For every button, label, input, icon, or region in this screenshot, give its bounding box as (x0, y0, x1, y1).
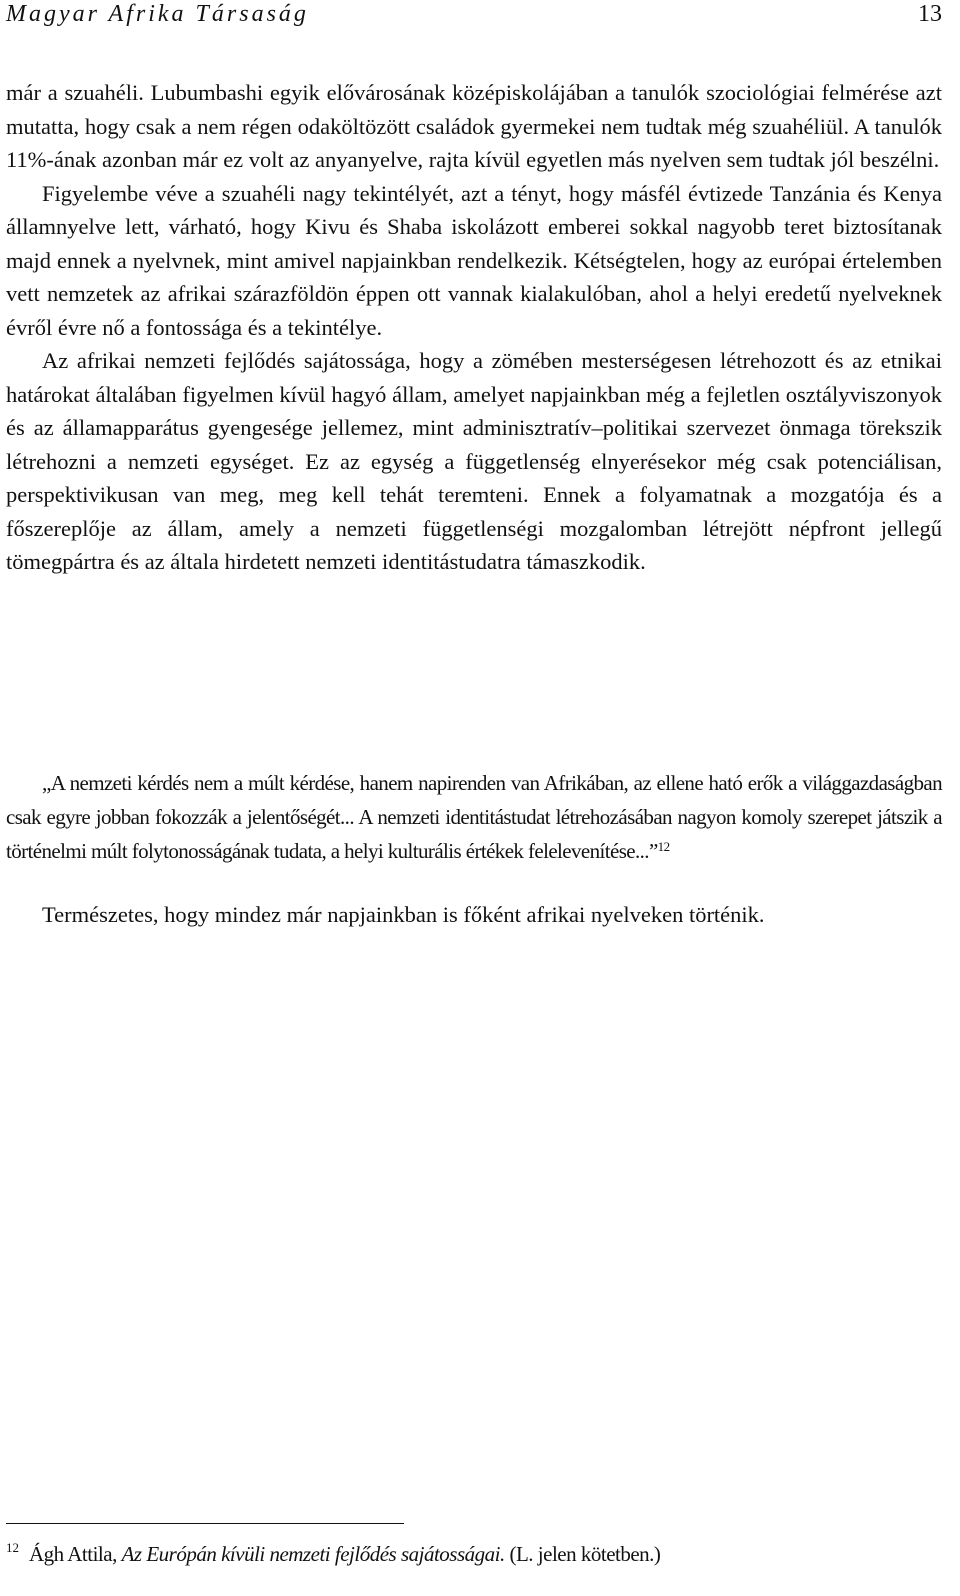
header-title: Magyar Afrika Társaság (6, 1, 309, 27)
footnote-reference[interactable]: 12 (657, 839, 670, 854)
page-number: 13 (918, 1, 942, 27)
quote-text: „A nemzeti kérdés nem a múlt kérdése, hanem napirenden van Afrikában, az ellene ható erők a világgazdaságban csak egyre jobban fokozzák a jelentőségét... A nemzeti identitástudat létrehozásában nagyon komoly szerepet játszik a történelmi múlt folytonosságának tudata, a helyi kulturális értékek felelevenítése...” (6, 771, 942, 863)
quote-paragraph (6, 766, 942, 868)
body-text (6, 76, 942, 579)
block-quote (6, 766, 942, 868)
footnote (6, 1534, 942, 1574)
footnote-title: Az Európán kívüli nemzeti fejlődés sajátosságai. (121, 1542, 505, 1566)
paragraph-2: Figyelembe véve a szuahéli nagy tekintélyét, azt a tényt, hogy másfél évtizede Tanzánia és Kenya államnyelve lett, várható, hogy Kivu és Shaba iskolázott emberei sokkal nagyobb teret biztosítanak majd ennek a nyelvnek, mint amivel napjainkban rendelkezik. Kétségtelen, hogy az európai értelemben vett nemzetek az afrikai szárazföldön éppen ott vannak kialakulóban, ahol a helyi eredetű nyelveknek évről évre nő a fontossága és a tekintélye. (6, 180, 942, 340)
document-page (6, 0, 942, 1596)
running-header (6, 0, 942, 30)
paragraph-3: Az afrikai nemzeti fejlődés sajátossága, hogy a zömében mesterségesen létrehozott és az etnikai határokat általában figyelmen kívül hagyó állam, amelyet napjainkban még a fejletlen osztályviszonyok és az államapparátus gyengesége jellemez, mint adminisztratív–politikai szervezet önmaga törekszik létrehozni a nemzeti egységet. Ez az egység a függetlenség elnyerésekor még csak potenciálisan, perspektivikusan van meg, meg kell tehát teremteni. Ennek a folyamatnak a mozgatója és a főszereplője az állam, amely a nemzeti függetlenségi mozgalomban létrejött népfront jellegű tömegpártra és az általa hirdetett nemzeti identitástudatra támaszkodik. (6, 348, 942, 574)
closing-text: Természetes, hogy mindez már napjainkban is főként afrikai nyelveken történik. (42, 902, 765, 927)
paragraph-1: már a szuahéli. Lubumbashi egyik elővárosának középiskolájában a tanulók szociológiai felmérése azt mutatta, hogy csak a nem régen odaköltözött családok gyermekei nem tudtak még szuahéliül. A tanulók 11%-ának azonban már ez volt az anyanyelve, rajta kívül egyetlen más nyelven sem tudtak jól beszélni. (6, 80, 942, 172)
footnote-author: Ágh Attila, (29, 1542, 122, 1566)
closing-paragraph (6, 898, 942, 931)
footnote-note: (L. jelen kötetben.) (504, 1542, 661, 1566)
footnote-marker: 12 (6, 1540, 19, 1555)
footnote-divider (6, 1523, 404, 1524)
